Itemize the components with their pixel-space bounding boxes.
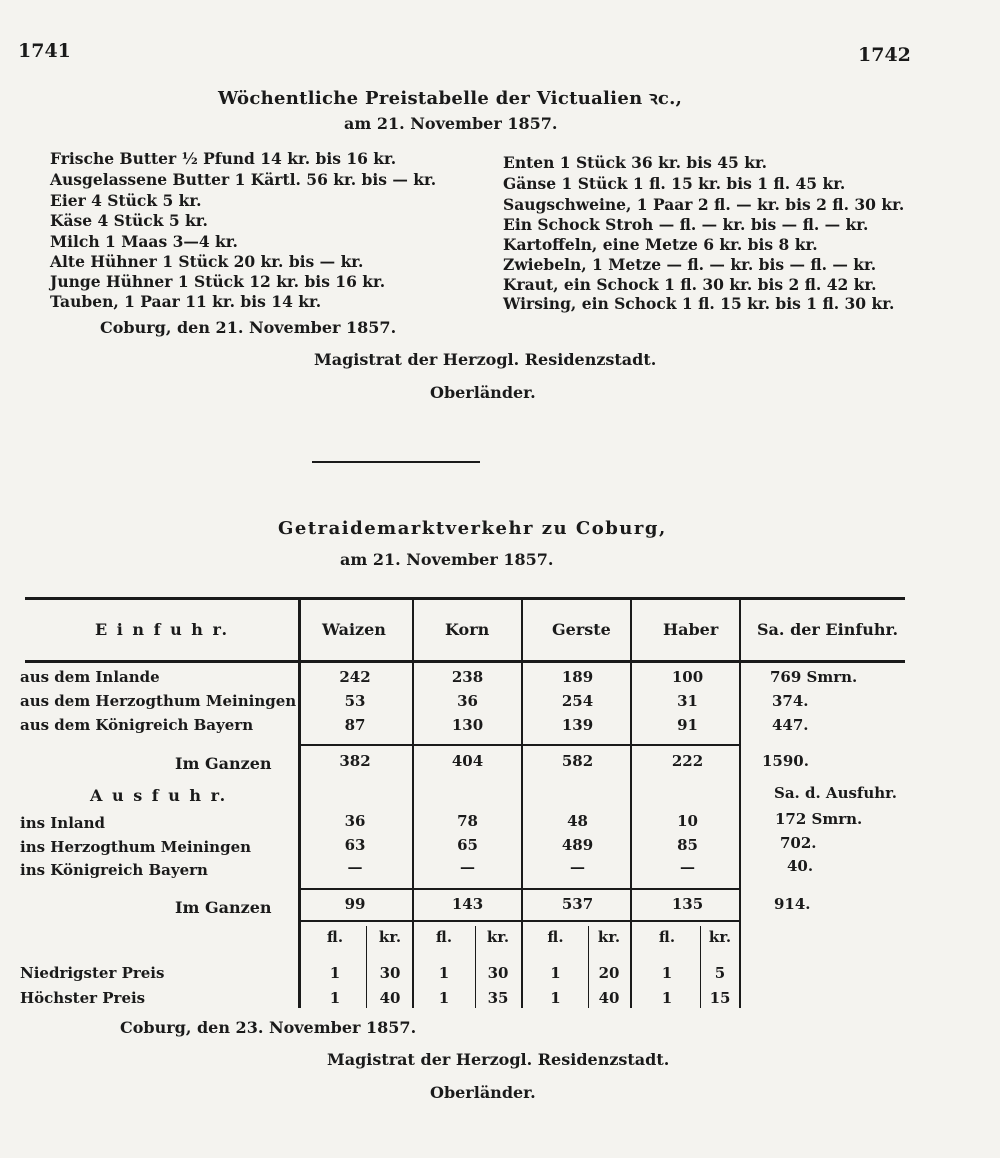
cell-haber: 91 xyxy=(677,716,698,734)
cell-sum: 447. xyxy=(772,716,809,734)
price-item-left: Käse 4 Stück 5 kr. xyxy=(50,211,208,230)
price-item-right: Saugschweine, 1 Paar 2 fl. — kr. bis 2 fl. 30 kr. xyxy=(503,195,905,214)
cell-sum: 40. xyxy=(787,857,814,875)
total-korn: 143 xyxy=(451,895,484,913)
price-fl: 1 xyxy=(661,989,673,1007)
price-table-date: am 21. November 1857. xyxy=(344,114,558,133)
total-sum: 914. xyxy=(774,895,811,913)
unit-kr: kr. xyxy=(378,928,402,946)
price-kr: 5 xyxy=(714,964,726,982)
header-einfuhr: E i n f u h r. xyxy=(95,620,230,639)
cell-waizen: 53 xyxy=(344,692,366,710)
cell-gerste: — xyxy=(570,858,585,876)
unit-kr: kr. xyxy=(486,928,510,946)
header-korn: Korn xyxy=(445,620,490,639)
cell-korn: 65 xyxy=(457,836,478,854)
cell-waizen: 242 xyxy=(339,668,371,686)
price-kr: 20 xyxy=(598,964,620,982)
column-rule xyxy=(521,600,523,1008)
market-title: Getraidemarktverkehr zu Coburg, xyxy=(278,518,667,539)
column-rule xyxy=(630,600,632,1008)
market-place-date: Coburg, den 23. November 1857. xyxy=(120,1018,417,1037)
cell-haber: 100 xyxy=(671,668,704,686)
total-korn: 404 xyxy=(451,752,484,770)
cell-korn: 36 xyxy=(457,692,478,710)
market-date: am 21. November 1857. xyxy=(340,550,554,569)
unit-fl: fl. xyxy=(547,928,564,946)
price-item-right: Gänse 1 Stück 1 fl. 15 kr. bis 1 fl. 45 kr. xyxy=(503,174,846,193)
column-rule xyxy=(412,600,414,1008)
cell-haber: 85 xyxy=(677,836,698,854)
cell-korn: 130 xyxy=(451,716,484,734)
price-item-right: Enten 1 Stück 36 kr. bis 45 kr. xyxy=(503,153,768,172)
cell-gerste: 48 xyxy=(567,812,588,830)
price-item-left: Tauben, 1 Paar 11 kr. bis 14 kr. xyxy=(50,292,322,311)
cell-waizen: 63 xyxy=(344,836,366,854)
cell-haber: 10 xyxy=(677,812,698,830)
cell-korn: 78 xyxy=(457,812,478,830)
column-rule xyxy=(298,600,301,1008)
cell-haber: 31 xyxy=(677,692,698,710)
unit-fl: fl. xyxy=(658,928,676,946)
price-fl: 1 xyxy=(438,964,450,982)
unit-fl: fl. xyxy=(435,928,453,946)
ausfuhr-row-label: ins Inland xyxy=(20,814,106,832)
total-gerste: 582 xyxy=(561,752,594,770)
header-haber: Haber xyxy=(663,620,719,639)
price-kr: 30 xyxy=(487,964,509,982)
unit-kr: kr. xyxy=(597,928,621,946)
einfuhr-row-label: aus dem Königreich Bayern xyxy=(20,716,254,734)
price-row-label: Niedrigster Preis xyxy=(20,964,165,982)
cell-sum: 702. xyxy=(780,834,817,852)
page-number-right: 1742 xyxy=(858,44,911,66)
total-gerste: 537 xyxy=(561,895,594,913)
price-fl: 1 xyxy=(438,989,450,1007)
price-kr: 30 xyxy=(379,964,401,982)
subcolumn-rule xyxy=(366,926,367,1008)
cell-sum: 172 Smrn. xyxy=(775,810,863,828)
header-gerste: Gerste xyxy=(552,620,611,639)
cell-gerste: 139 xyxy=(561,716,594,734)
price-item-left: Ausgelassene Butter 1 Kärtl. 56 kr. bis — kr. xyxy=(50,170,437,189)
einfuhr-total-label: Im Ganzen xyxy=(175,754,272,773)
price-fl: 1 xyxy=(550,964,561,982)
subtotal-rule xyxy=(300,920,740,922)
header-sum-einfuhr: Sa. der Einfuhr. xyxy=(757,620,899,639)
price-item-left: Frische Butter ½ Pfund 14 kr. bis 16 kr. xyxy=(50,149,397,168)
ausfuhr-total-label: Im Ganzen xyxy=(175,898,272,917)
table-header-rule xyxy=(25,660,905,663)
price-fl: 1 xyxy=(550,989,561,1007)
price-kr: 40 xyxy=(379,989,401,1007)
cell-waizen: 87 xyxy=(344,716,366,734)
price-row-label: Höchster Preis xyxy=(20,989,146,1007)
ausfuhr-row-label: ins Herzogthum Meiningen xyxy=(20,838,252,856)
price-fl: 1 xyxy=(661,964,673,982)
cell-waizen: 36 xyxy=(344,812,366,830)
cell-gerste: 489 xyxy=(561,836,594,854)
section-divider xyxy=(312,461,480,463)
cell-gerste: 189 xyxy=(561,668,594,686)
cell-haber: — xyxy=(680,858,695,876)
price-item-right: Zwiebeln, 1 Metze — fl. — kr. bis — fl. — kr. xyxy=(503,255,877,274)
subtotal-rule xyxy=(300,744,740,746)
page-number-left: 1741 xyxy=(18,40,71,62)
price-fl: 1 xyxy=(329,989,341,1007)
total-sum: 1590. xyxy=(762,752,809,770)
total-haber: 135 xyxy=(671,895,704,913)
price-item-right: Kraut, ein Schock 1 fl. 30 kr. bis 2 fl. 42 kr. xyxy=(503,275,877,294)
subcolumn-rule xyxy=(588,926,589,1008)
market-authority: Magistrat der Herzogl. Residenzstadt. xyxy=(327,1050,670,1069)
sum-ausfuhr-heading: Sa. d. Ausfuhr. xyxy=(774,784,897,802)
unit-kr: kr. xyxy=(708,928,732,946)
header-waizen: Waizen xyxy=(322,620,386,639)
einfuhr-row-label: aus dem Herzogthum Meiningen xyxy=(20,692,297,710)
price-table-authority: Magistrat der Herzogl. Residenzstadt. xyxy=(314,350,657,369)
ausfuhr-row-label: ins Königreich Bayern xyxy=(20,861,208,879)
cell-korn: — xyxy=(460,858,475,876)
price-kr: 40 xyxy=(598,989,620,1007)
price-item-right: Ein Schock Stroh — fl. — kr. bis — fl. — kr. xyxy=(503,215,869,234)
cell-sum: 374. xyxy=(772,692,809,710)
price-table-signature: Oberländer. xyxy=(430,383,536,402)
total-waizen: 382 xyxy=(339,752,371,770)
cell-sum: 769 Smrn. xyxy=(770,668,858,686)
price-item-left: Eier 4 Stück 5 kr. xyxy=(50,191,202,210)
total-waizen: 99 xyxy=(344,895,366,913)
price-table-place-date: Coburg, den 21. November 1857. xyxy=(100,318,397,337)
price-item-left: Junge Hühner 1 Stück 12 kr. bis 16 kr. xyxy=(50,272,386,291)
price-fl: 1 xyxy=(329,964,341,982)
unit-fl: fl. xyxy=(326,928,344,946)
price-item-left: Milch 1 Maas 3—4 kr. xyxy=(50,232,238,251)
market-signature: Oberländer. xyxy=(430,1083,536,1102)
table-top-rule xyxy=(25,597,905,600)
price-kr: 15 xyxy=(709,989,731,1007)
subcolumn-rule xyxy=(475,926,476,1008)
einfuhr-row-label: aus dem Inlande xyxy=(20,668,160,686)
price-item-right: Kartoffeln, eine Metze 6 kr. bis 8 kr. xyxy=(503,235,818,254)
subtotal-rule xyxy=(300,888,740,890)
price-table-title: Wöchentliche Preistabelle der Victualien ꝛc., xyxy=(218,88,683,109)
cell-waizen: — xyxy=(347,858,363,876)
subcolumn-rule xyxy=(700,926,701,1008)
ausfuhr-heading: A u s f u h r. xyxy=(90,786,228,805)
price-item-left: Alte Hühner 1 Stück 20 kr. bis — kr. xyxy=(50,252,364,271)
cell-gerste: 254 xyxy=(561,692,594,710)
price-kr: 35 xyxy=(487,989,509,1007)
price-item-right: Wirsing, ein Schock 1 fl. 15 kr. bis 1 fl. 30 kr. xyxy=(503,294,895,313)
total-haber: 222 xyxy=(671,752,704,770)
cell-korn: 238 xyxy=(451,668,484,686)
column-rule xyxy=(739,600,741,1008)
